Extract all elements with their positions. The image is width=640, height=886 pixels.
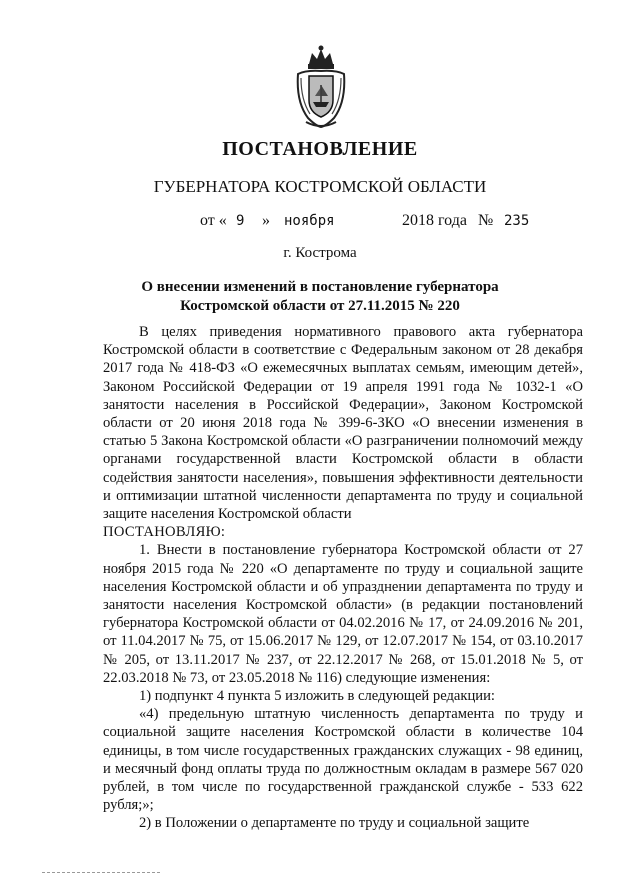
decree-number: 235: [504, 213, 530, 229]
document-issuer: ГУБЕРНАТОРА КОСТРОМСКОЙ ОБЛАСТИ: [153, 177, 487, 196]
subitem-2-paragraph: 2) в Положении о департаменте по труду и социальной защите: [139, 815, 530, 832]
number-sign: №: [478, 212, 494, 229]
item-1-paragraph: 1. Внести в постановление губернатора Костромской области от 27 ноября 2015 года № 220 «О департаменте по труду и социальной защите населения Костромской области и об упразднении департамента по труду и занятости населения Костромской области» (в редакции постановлений губернатора Костромской области от 04.02.2016 № 17, от 24.09.2016 № 201, от 11.04.2017 № 75, от 15.06.2017 № 129, от 12.07.2017 № 154, от 03.10.2017 № 205, от 13.11.2017 № 237, от 22.12.2017 № 268, от 15.01.2018 № 5, от 22.03.2018 № 73, от 23.05.2018 № 116) следующие изменения:: [103, 542, 583, 686]
city-name: г. Кострома: [283, 245, 357, 261]
date-prefix: от «: [200, 212, 227, 229]
decree-word: ПОСТАНОВЛЯЮ:: [103, 524, 226, 541]
date-close-quote: »: [262, 212, 270, 229]
quoted-text-paragraph: «4) предельную штатную численность департамента по труду и социальной защите населения Костромской области в количестве 104 единицы, в том числе государственных гражданских служащих - 98 единиц, и месячный фонд оплаты труда по должностным окладам в размере 567 020 рублей, в том числе по государственной гражданской службе - 533 622 рубля;»;: [103, 706, 583, 814]
document-title: ПОСТАНОВЛЕНИЕ: [222, 138, 418, 160]
decree-heading: [100, 278, 540, 316]
coat-of-arms-icon: [292, 44, 350, 130]
subitem-1-paragraph: 1) подпункт 4 пункта 5 изложить в следующей редакции:: [139, 688, 495, 705]
date-day: 9: [236, 213, 245, 229]
date-number-line: [0, 212, 640, 234]
heading-line-1: О внесении изменений в постановление губернатора: [141, 279, 499, 295]
document-body: [103, 323, 583, 833]
date-year: 2018 года: [402, 212, 467, 229]
heading-line-2: Костромской области от 27.11.2015 № 220: [180, 298, 460, 314]
scan-footer-line: [42, 872, 160, 873]
preamble-paragraph: В целях приведения нормативного правового акта губернатора Костромской области в соответствие с Федеральным законом от 28 декабря 2017 года № 418-ФЗ «О ежемесячных выплатах семьям, имеющим детей», Законом Российской Федерации от 19 апреля 1991 года № 1032-1 «О занятости населения в Российской Федерации», Законом Костромской области от 20 июня 2018 года № 399-6-ЗКО «О внесении изменения в статью 5 Закона Костромской области «О разграничении полномочий между органами государственной власти Костромской области в области содействия занятости населения», повышения эффективности деятельности и оптимизации штатной численности департамента по труду и социальной защите населения Костромской области: [103, 324, 583, 523]
date-month: ноября: [284, 213, 335, 229]
